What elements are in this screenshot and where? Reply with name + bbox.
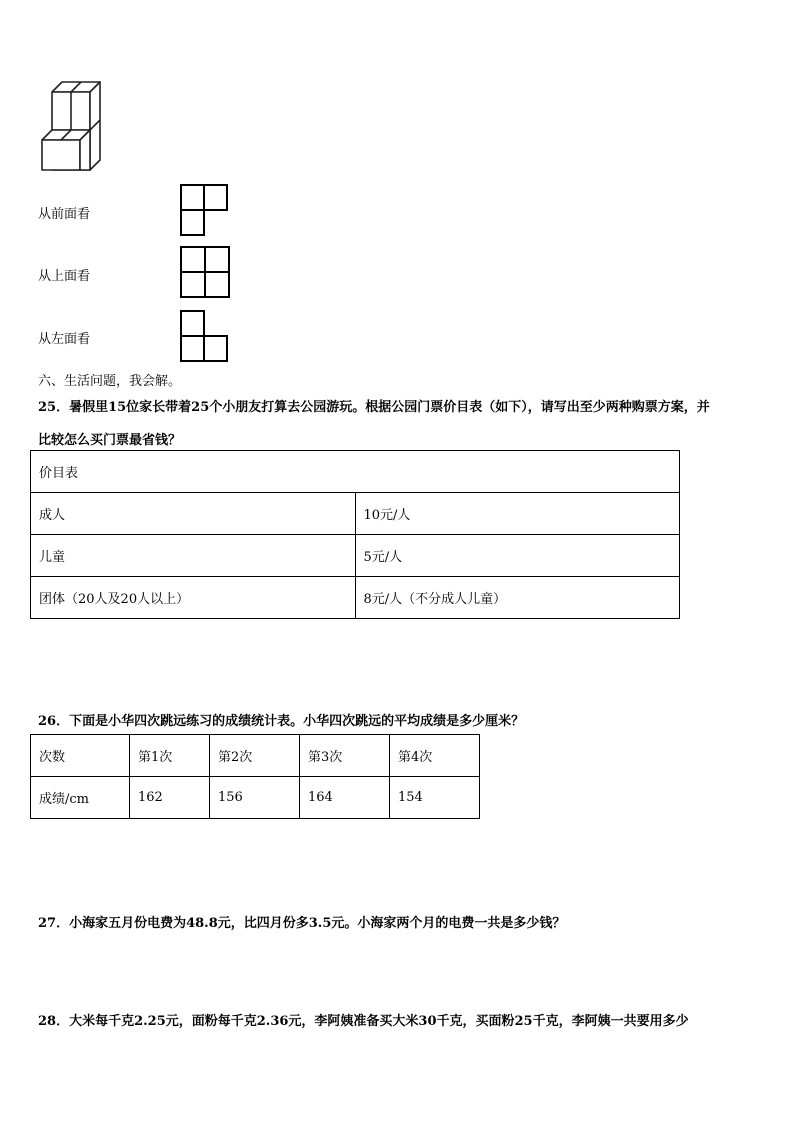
- header-cell: 第2次: [210, 735, 300, 777]
- q25-text-line2: 比较怎么买门票最省钱？: [38, 433, 182, 448]
- q27-text: 27．小海家五月份电费为48.8元，比四月份多3.5元。小海家两个月的电费一共是多少钱？: [38, 916, 566, 931]
- price-name-cell: 团体（20人及20人以上）: [31, 577, 356, 619]
- left-view-grid: [180, 310, 230, 364]
- table-row: [31, 577, 680, 619]
- cube-solid-figure: [38, 78, 132, 174]
- row-label-cell: 成绩/cm: [31, 777, 130, 819]
- view-label-front: 从前面看: [38, 207, 91, 222]
- price-value-cell: 5元/人: [355, 535, 680, 577]
- front-view-grid: [180, 184, 230, 238]
- view-label-top: 从上面看: [38, 269, 91, 284]
- section-heading: 六、生活问题，我会解。: [38, 374, 182, 389]
- header-cell: 第1次: [130, 735, 210, 777]
- top-view-grid: [180, 246, 232, 300]
- view-label-left: 从左面看: [38, 332, 91, 347]
- header-cell: 次数: [31, 735, 130, 777]
- score-cell: 164: [300, 777, 390, 819]
- price-name-cell: 成人: [31, 493, 356, 535]
- score-cell: 154: [390, 777, 480, 819]
- price-table: [30, 450, 680, 619]
- price-table-title: 价目表: [31, 451, 680, 493]
- score-cell: 162: [130, 777, 210, 819]
- q28-text: 28．大米每千克2.25元，面粉每千克2.36元，李阿姨准备买大米30千克，买面粉25千克，李阿姨一共要用多少: [38, 1014, 689, 1029]
- price-value-cell: 10元/人: [355, 493, 680, 535]
- table-row: [31, 777, 480, 819]
- q25-text-line1: 25．暑假里15位家长带着25个小朋友打算去公园游玩。根据公园门票价目表（如下），请写出至少两种购票方案，并: [38, 400, 710, 415]
- header-cell: 第4次: [390, 735, 480, 777]
- table-row: [31, 535, 680, 577]
- header-cell: 第3次: [300, 735, 390, 777]
- jump-score-table: [30, 734, 480, 819]
- q26-text: 26．下面是小华四次跳远练习的成绩统计表。小华四次跳远的平均成绩是多少厘米？: [38, 714, 525, 729]
- table-row: [31, 493, 680, 535]
- price-name-cell: 儿童: [31, 535, 356, 577]
- table-header-row: [31, 735, 480, 777]
- score-cell: 156: [210, 777, 300, 819]
- price-value-cell: 8元/人（不分成人儿童）: [355, 577, 680, 619]
